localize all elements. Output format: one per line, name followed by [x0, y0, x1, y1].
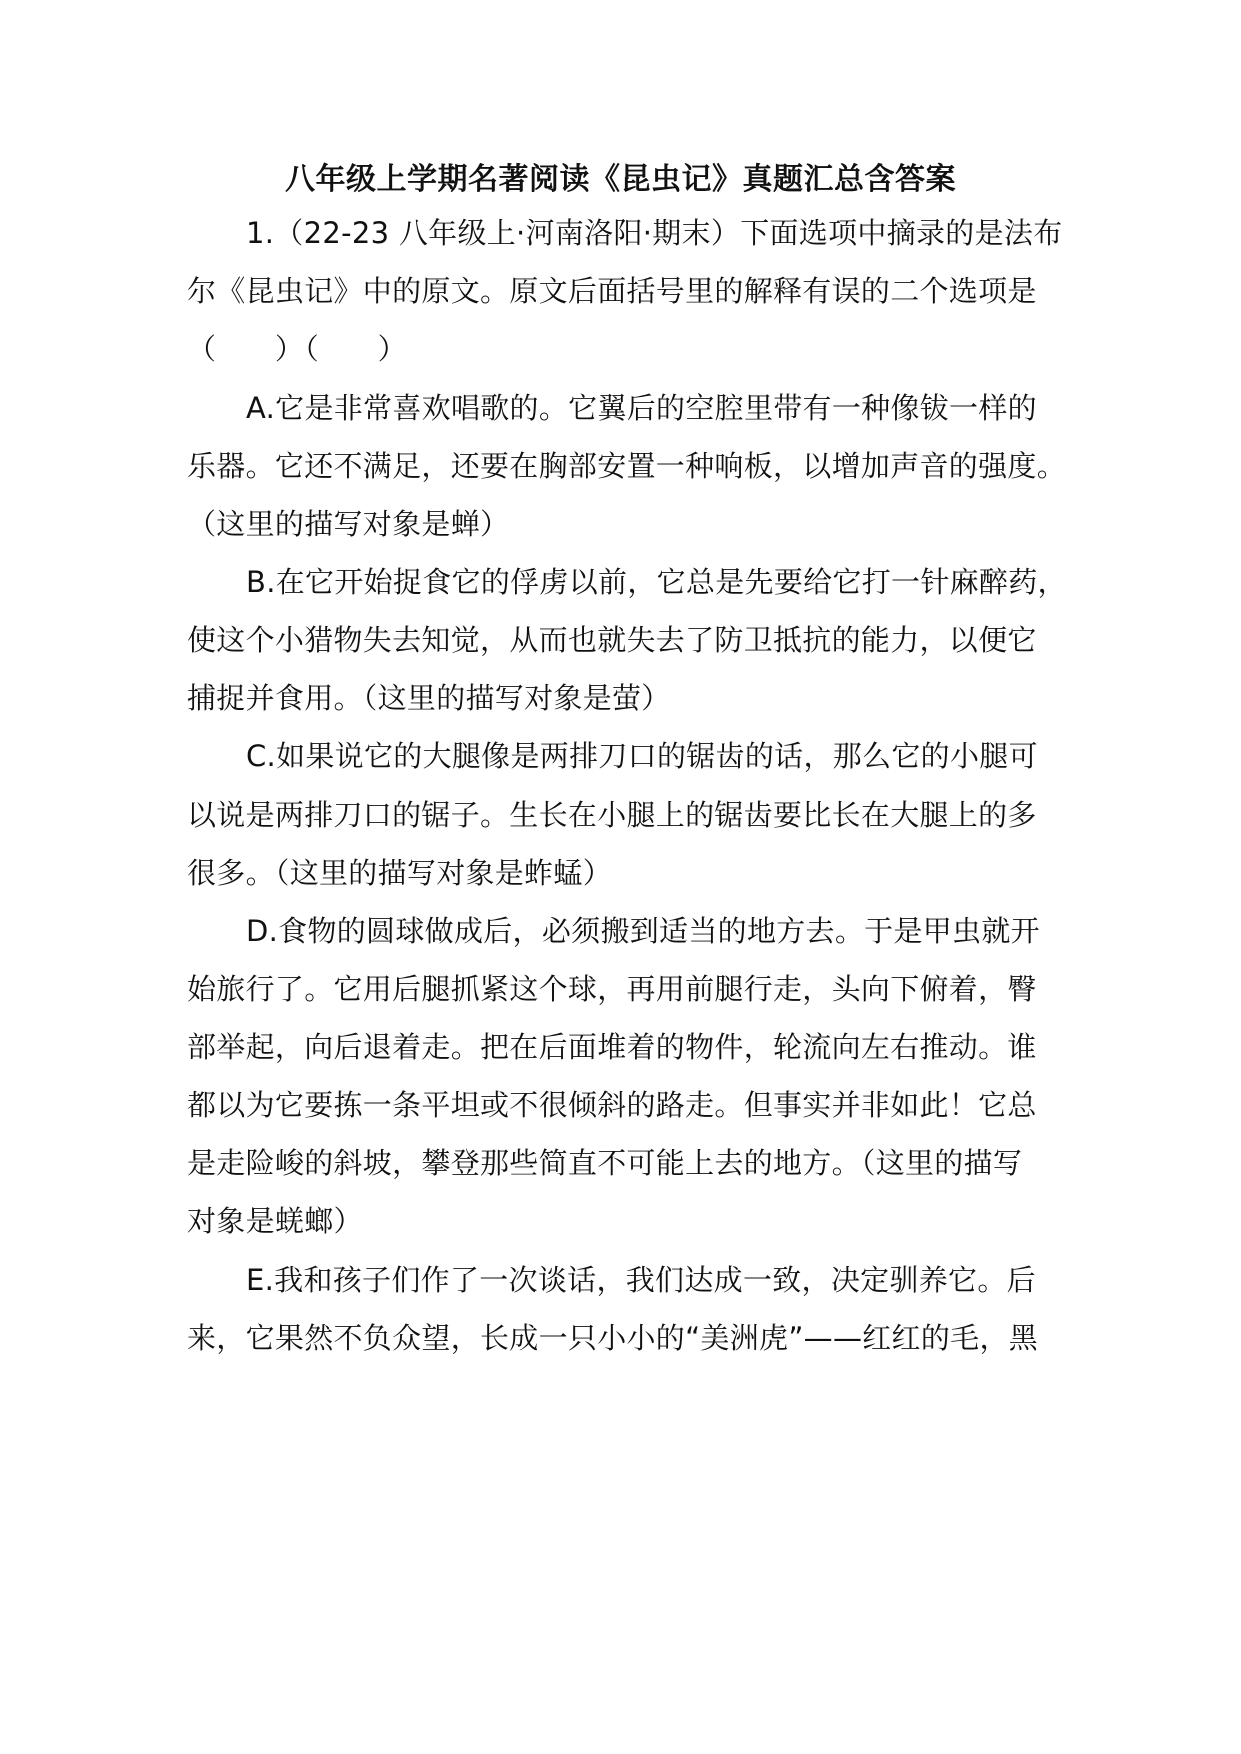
- option-a-line-1: A.它是非常喜欢唱歌的。它翼后的空腔里带有一种像钹一样的: [246, 391, 1037, 425]
- option-c-line-1: C.如果说它的大腿像是两排刀口的锯齿的话，那么它的小腿可: [246, 739, 1038, 773]
- option-d-line-4: 都以为它要拣一条平坦或不很倾斜的路走。但事实并非如此！它总: [187, 1088, 1037, 1122]
- option-a-line-3: （这里的描写对象是蝉）: [187, 507, 510, 541]
- option-c-line-3: 很多。（这里的描写对象是蚱蜢）: [187, 856, 613, 890]
- option-d-line-6: 对象是蜣螂）: [187, 1204, 363, 1238]
- option-d-line-5: 是走险峻的斜坡，攀登那些简直不可能上去的地方。（这里的描写: [187, 1146, 1023, 1180]
- option-d-line-3: 部举起，向后退着走。把在后面堆着的物件，轮流向左右推动。谁: [187, 1030, 1037, 1064]
- option-c-line-2: 以说是两排刀口的锯子。生长在小腿上的锯齿要比长在大腿上的多: [187, 798, 1037, 832]
- option-e-line-1: E.我和孩子们作了一次谈话，我们达成一致，决定驯养它。后: [246, 1263, 1036, 1297]
- option-b-line-2: 使这个小猎物失去知觉，从而也就失去了防卫抵抗的能力，以便它: [187, 623, 1037, 657]
- option-d-line-1: D.食物的圆球做成后，必须搬到适当的地方去。于是甲虫就开: [246, 914, 1040, 948]
- option-b-line-1: B.在它开始捉食它的俘虏以前，它总是先要给它打一针麻醉药，: [246, 565, 1067, 599]
- option-a-line-2: 乐器。它还不满足，还要在胸部安置一种响板，以增加声音的强度。: [187, 449, 1067, 483]
- option-b-line-3: 捕捉并食用。（这里的描写对象是萤）: [187, 681, 671, 715]
- question-1-line-1: 1.（22-23 八年级上·河南洛阳·期末）下面选项中摘录的是法布: [246, 216, 1063, 250]
- option-d-line-2: 始旅行了。它用后腿抓紧这个球，再用前腿行走，头向下俯着，臀: [187, 972, 1037, 1006]
- question-1-line-2: 尔《昆虫记》中的原文。原文后面括号里的解释有误的二个选项是: [187, 274, 1037, 308]
- question-1-answer-blanks: （ ）（ ）: [187, 332, 407, 366]
- document-title: 八年级上学期名著阅读《昆虫记》真题汇总含答案: [285, 162, 956, 197]
- option-e-line-2: 来，它果然不负众望，长成一只小小的“美洲虎”——红红的毛，黑: [187, 1321, 1039, 1355]
